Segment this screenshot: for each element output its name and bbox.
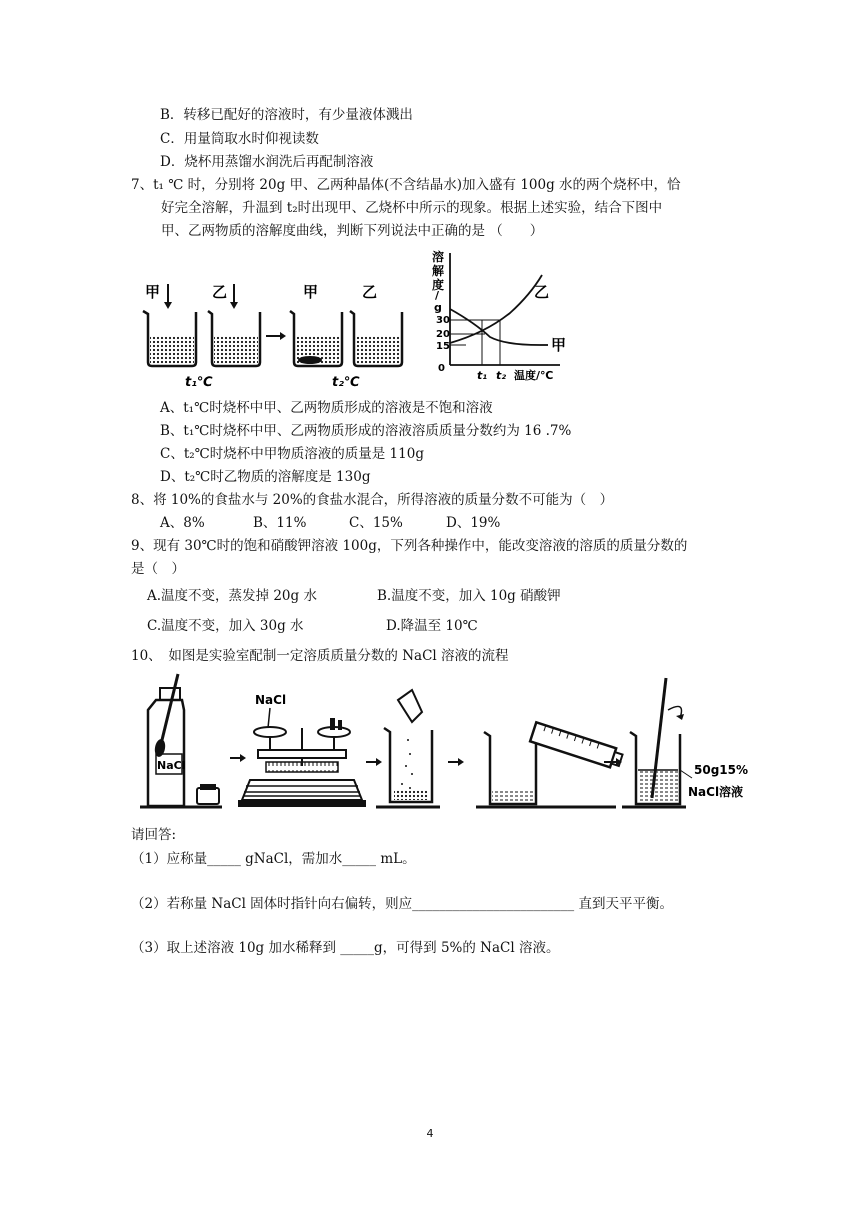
graph-xlabel: 温度/℃	[514, 369, 554, 382]
q7-option-b: B、t₁℃时烧杯中甲、乙两物质形成的溶液溶质质量分数约为 16 .7%	[160, 423, 572, 439]
q10-flow-figure	[140, 670, 780, 820]
graph-ylabel-3: 度	[432, 278, 445, 292]
q6-option-c: C．用量筒取水时仰视读数	[160, 131, 319, 147]
q9-stem-line2: 是（ ）	[131, 561, 185, 577]
beaker-label-jia-2: 甲	[303, 283, 319, 301]
balance-label: NaCl	[255, 693, 287, 707]
q10-sub3: （3）取上述溶液 10g 加水稀释到 _____g，可得到 5%的 NaCl 溶液。	[131, 940, 560, 956]
result-label-1: 50g15%	[694, 763, 749, 777]
q7-solubility-graph	[430, 245, 580, 385]
q9-option-d: D.降温至 10℃	[386, 618, 478, 634]
balance	[238, 693, 366, 807]
q9-option-c: C.温度不变，加入 30g 水	[147, 618, 304, 634]
q8-option-a: A、8%	[160, 515, 205, 531]
q7-option-a: A、t₁℃时烧杯中甲、乙两物质形成的溶液是不饱和溶液	[160, 400, 493, 416]
graph-ylabel-5: g	[434, 301, 442, 314]
xtick-t1: t₁	[477, 369, 488, 382]
q7-stem-line1: 7、t₁ ℃ 时，分别将 20g 甲、乙两种晶体(不含结晶水)加入盛有 100g 水的两个烧杯中，恰	[131, 177, 681, 193]
beaker-label-jia-1: 甲	[145, 283, 161, 301]
curve-yi	[450, 275, 542, 343]
q7-option-d: D、t₂℃时乙物质的溶解度是 130g	[160, 469, 371, 485]
q6-option-b: B．转移已配好的溶液时，有少量液体溅出	[160, 107, 413, 123]
q10-prompt: 请回答:	[131, 827, 177, 843]
curve-jia	[450, 309, 540, 345]
q8-option-b: B、11%	[253, 515, 307, 531]
q10-stem: 10、 如图是实验室配制一定溶质质量分数的 NaCl 溶液的流程	[131, 648, 509, 664]
ytick-30: 30	[436, 315, 450, 326]
q10-sub1: （1）应称量_____ gNaCl，需加水_____ mL。	[131, 851, 416, 867]
ytick-15: 15	[436, 341, 450, 352]
page-number: 4	[426, 1127, 434, 1140]
temp-label-t2: t₂℃	[332, 375, 360, 390]
bottle-label: NaCl	[157, 759, 186, 772]
q8-option-d: D、19%	[446, 515, 501, 531]
beaker-4	[350, 311, 402, 366]
q8-stem: 8、将 10%的食盐水与 20%的食盐水混合，所得溶液的质量分数不可能为（ ）	[131, 492, 614, 508]
ytick-0: 0	[438, 363, 445, 374]
q8-option-c: C、15%	[349, 515, 403, 531]
q9-option-b: B.温度不变，加入 10g 硝酸钾	[377, 588, 561, 604]
beaker-pouring-solid	[376, 690, 440, 807]
beaker-3	[290, 311, 342, 366]
q10-sub2: （2）若称量 NaCl 固体时指针向右偏转，则应________________________ 直到天平平衡。	[131, 896, 673, 912]
temp-label-t1: t₁℃	[185, 375, 213, 390]
reagent-bottle	[140, 674, 222, 807]
q9-stem-line1: 9、现有 30℃时的饱和硝酸钾溶液 100g，下列各种操作中，能改变溶液的溶质的质量分数的	[131, 538, 688, 554]
result-label-2: NaCl溶液	[688, 785, 744, 799]
graph-ylabel-2: 解	[432, 264, 445, 278]
curve-label-jia: 甲	[551, 336, 567, 354]
beaker-1	[143, 311, 196, 366]
beaker-2	[208, 311, 260, 366]
q7-beakers-figure	[140, 276, 410, 391]
curve-label-yi: 乙	[534, 283, 550, 301]
q7-stem-line3: 甲、乙两物质的溶解度曲线，判断下列说法中正确的是 （ ）	[161, 223, 544, 239]
beaker-with-rod	[622, 678, 748, 807]
q7-option-c: C、t₂℃时烧杯中甲物质溶液的质量是 110g	[160, 446, 424, 462]
q9-option-a: A.温度不变，蒸发掉 20g 水	[147, 588, 317, 604]
beaker-label-yi-2: 乙	[362, 283, 378, 301]
graph-ylabel-4: /	[435, 289, 440, 302]
beaker-label-yi-1: 乙	[212, 283, 228, 301]
xtick-t2: t₂	[496, 369, 507, 382]
beaker-with-cylinder	[476, 722, 624, 807]
graph-ylabel-1: 溶	[432, 250, 445, 264]
q7-stem-line2: 好完全溶解，升温到 t₂时出现甲、乙烧杯中所示的现象。根据上述实验，结合下图中	[161, 200, 663, 216]
ytick-20: 20	[436, 329, 450, 340]
q6-option-d: D．烧杯用蒸馏水润洗后再配制溶液	[160, 154, 374, 170]
